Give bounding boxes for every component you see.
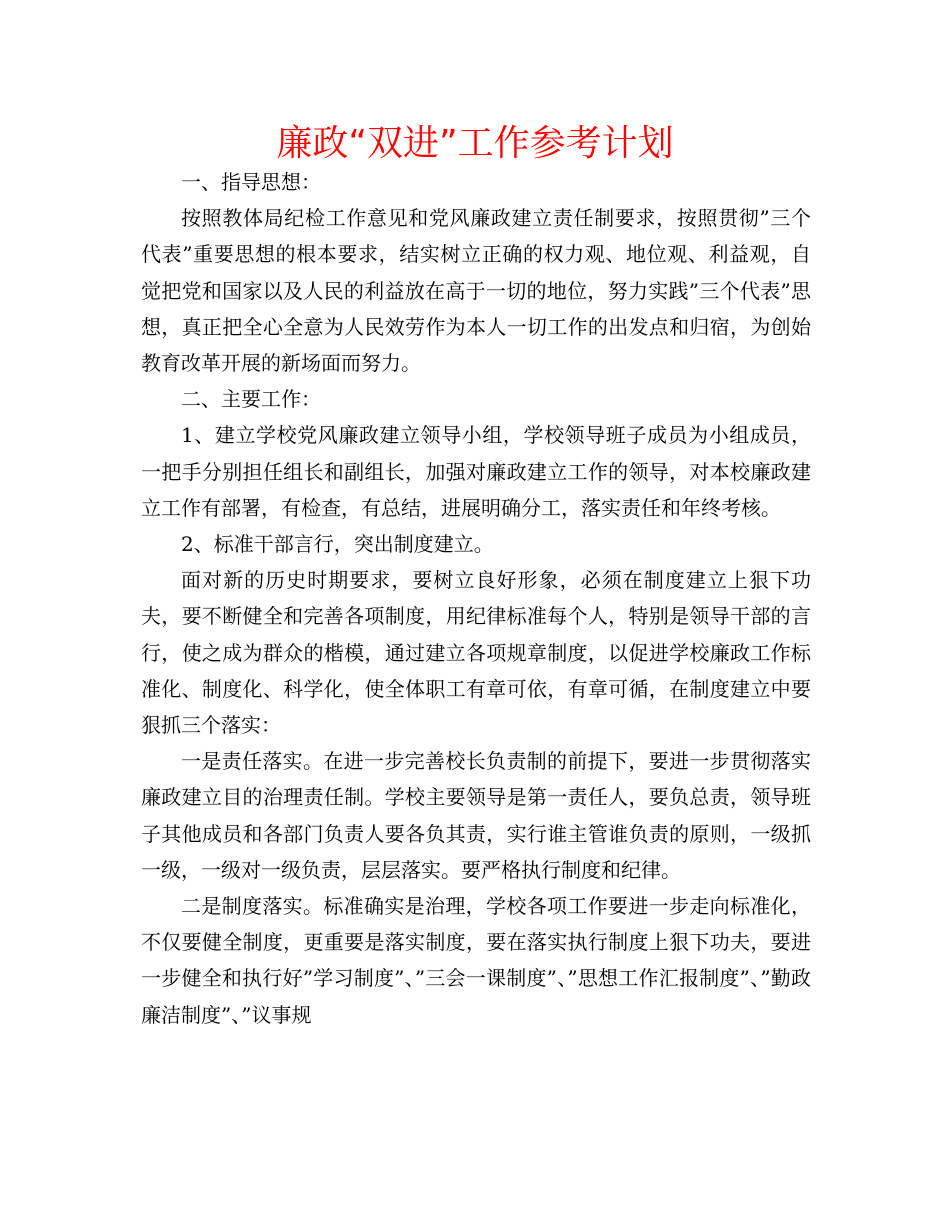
heading-main-work: 二、主要工作： xyxy=(181,387,321,412)
paragraph-item-1: 1、建立学校党风廉政建立领导小组，学校领导班子成员为小组成员，一把手分别担任组长和副组长，加强对廉政建立工作的领导，对本校廉政建立工作有部署，有检查，有总结，进展明确分工，落实责任和年终考核。 xyxy=(141,423,811,520)
paragraph-item-2: 2、标准干部言行，突出制度建立。 xyxy=(181,532,494,557)
paragraph-responsibility: 一是责任落实。在进一步完善校长负责制的前提下，要进一步贯彻落实廉政建立目的治理责任制。学校主要领导是第一责任人，要负总责，领导班子其他成员和各部门负责人要各负其责，实行谁主管谁负责的原则，一级抓一级，一级对一级负责，层层落实。要严格执行制度和纪律。 xyxy=(141,749,811,882)
paragraph-system-building: 面对新的历史时期要求，要树立良好形象，必须在制度建立上狠下功夫，要不断健全和完善各项制度，用纪律标准每个人，特别是领导干部的言行，使之成为群众的楷模，通过建立各项规章制度，以促进学校廉政工作标准化、制度化、科学化，使全体职工有章可依，有章可循，在制度建立中要狠抓三个落实： xyxy=(141,568,811,738)
paragraph-system-implementation: 二是制度落实。标准确实是治理，学校各项工作要进一步走向标准化，不仅要健全制度，更重要是落实制度，要在落实执行制度上狠下功夫，要进一步健全和执行好”学习制度”、”三会一课制度”、”思想工作汇报制度”、”勤政廉洁制度”、”议事规 xyxy=(141,894,811,1027)
paragraph-guiding-thought: 按照教体局纪检工作意见和党风廉政建立责任制要求，按照贯彻”三个代表”重要思想的根本要求，结实树立正确的权力观、地位观、利益观，自觉把党和国家以及人民的利益放在高于一切的地位，努力实践”三个代表”思想，真正把全心全意为人民效劳作为本人一切工作的出发点和归宿，为创始教育改革开展的新场面而努力。 xyxy=(141,206,811,376)
heading-guiding-thought: 一、指导思想： xyxy=(181,170,321,194)
document-title: 廉政“双进”工作参考计划 xyxy=(276,123,674,164)
document-body xyxy=(141,164,811,1033)
